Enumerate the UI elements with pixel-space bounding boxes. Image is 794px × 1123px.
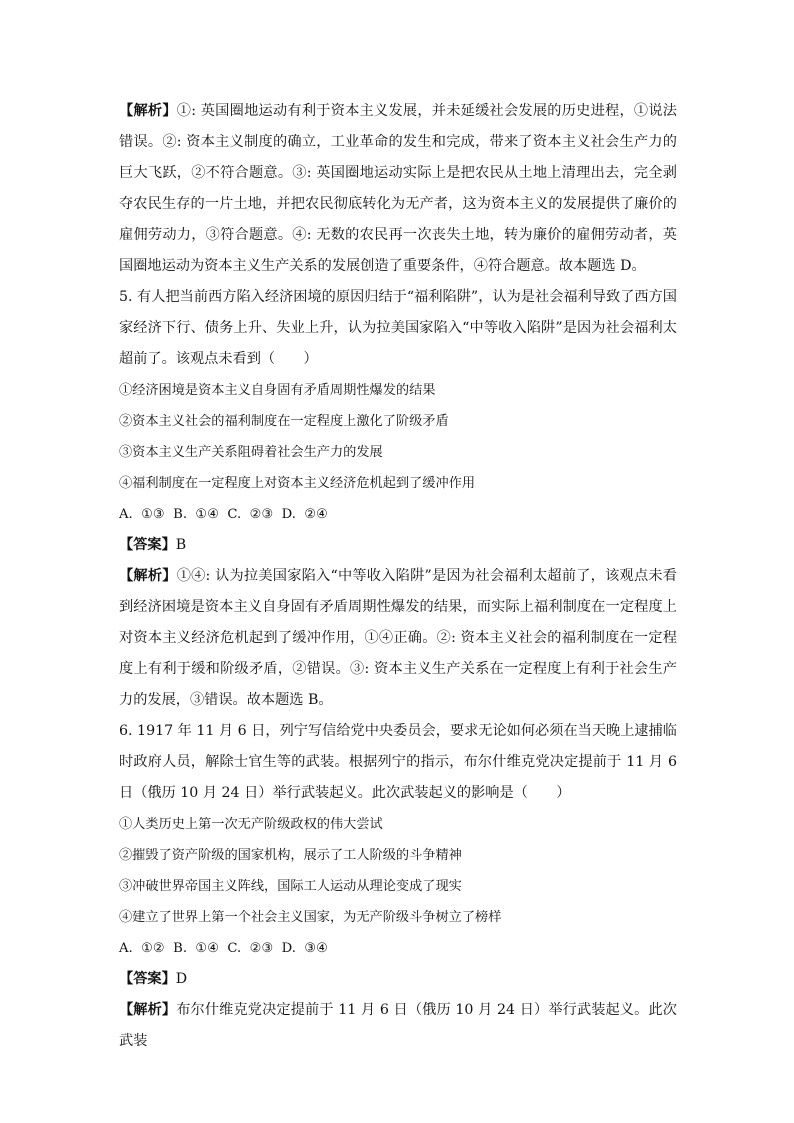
question-6-stem: 6. 1917 年 11 月 6 日，列宁写信给党中央委员会，要求无论如何必须在当天晚上逮捕临时政府人员，解除士官生等的武装。根据列宁的指示，布尔什维克党决定提前于 11 月 6 日（俄历 10 月 24 日）举行武装起义。此次武装起义的影响是（ ） [119, 723, 677, 801]
answer-value: D [175, 971, 188, 987]
question-6-option-3: ③冲破世界帝国主义阵线，国际工人运动从理论变成了现实 [119, 879, 462, 894]
question-5-option-2: ②资本主义社会的福利制度在一定程度上激化了阶级矛盾 [119, 414, 449, 429]
question-5-answer [119, 530, 677, 561]
answer-value: B [175, 537, 187, 553]
question-5-option-3: ③资本主义生产关系阻碍着社会生产力的发展 [119, 445, 383, 460]
analysis-text: ①④: 认为拉美国家陷入“中等收入陷阱”是因为社会福利太超前了，该观点未看到经济困境是资本主义自身固有矛盾周期性爆发的结果，而实际上福利制度在一定程度上对资本主义经济危机起到了缓冲作用，①④正确。②: 资本主义社会的福利制度在一定程度上有利于缓和阶级矛盾，②错误。③: 资本主义生产关系在一定程度上有利于社会生产力的发展，③错误。故本题选 B。 [119, 568, 677, 708]
question-6-option-4: ④建立了世界上第一个社会主义国家，为无产阶级斗争树立了榜样 [119, 910, 502, 925]
question-6-choices: A. ①② B. ①④ C. ②③ D. ③④ [119, 941, 328, 956]
answer-tag: 【答案】 [119, 537, 176, 553]
question-5-choices: A. ①③ B. ①④ C. ②③ D. ②④ [119, 507, 328, 522]
answer-tag: 【答案】 [119, 971, 176, 987]
document-page [119, 96, 677, 1057]
question-6-option-2: ②摧毁了资产阶级的国家机构，展示了工人阶级的斗争精神 [119, 848, 462, 863]
analysis-tag: 【解析】 [119, 1002, 177, 1018]
question-5-analysis [119, 561, 677, 716]
question-6-analysis [119, 995, 677, 1057]
analysis-tag: 【解析】 [119, 103, 177, 119]
question-6-option-1: ①人类历史上第一次无产阶级政权的伟大尝试 [119, 817, 383, 832]
analysis-text: ①: 英国圈地运动有利于资本主义发展，并未延缓社会发展的历史进程，①说法错误。②: 资本主义制度的确立，工业革命的发生和完成，带来了资本主义社会生产力的巨大飞跃，②不符合题意。③: 英国圈地运动实际上是把农民从土地上清理出去，完全剥夺农民生存的一片土地，并把农民彻底转化为无产者，这为资本主义的发展提供了廉价的雇佣劳动力，③符合题意。④: 无数的农民再一次丧失土地，转为廉价的雇佣劳动者，英国圈地运动为资本主义生产关系的发展创造了重要条件，④符合题意。故本题选 D。 [119, 103, 677, 274]
question-5-option-1: ①经济困境是资本主义自身固有矛盾周期性爆发的结果 [119, 383, 436, 398]
analysis-text: 布尔什维克党决定提前于 11 月 6 日（俄历 10 月 24 日）举行武装起义。此次武装 [119, 1002, 677, 1049]
analysis-tag: 【解析】 [119, 568, 177, 584]
question-5-option-4: ④福利制度在一定程度上对资本主义经济危机起到了缓冲作用 [119, 476, 476, 491]
analysis-paragraph-q4 [119, 96, 677, 282]
question-5-stem: 5. 有人把当前西方陷入经济困境的原因归结于“福利陷阱”，认为是社会福利导致了西方国家经济下行、债务上升、失业上升，认为拉美国家陷入“中等收入陷阱”是因为社会福利太超前了。该观点未看到（ ） [119, 289, 677, 367]
question-6-answer [119, 964, 677, 995]
